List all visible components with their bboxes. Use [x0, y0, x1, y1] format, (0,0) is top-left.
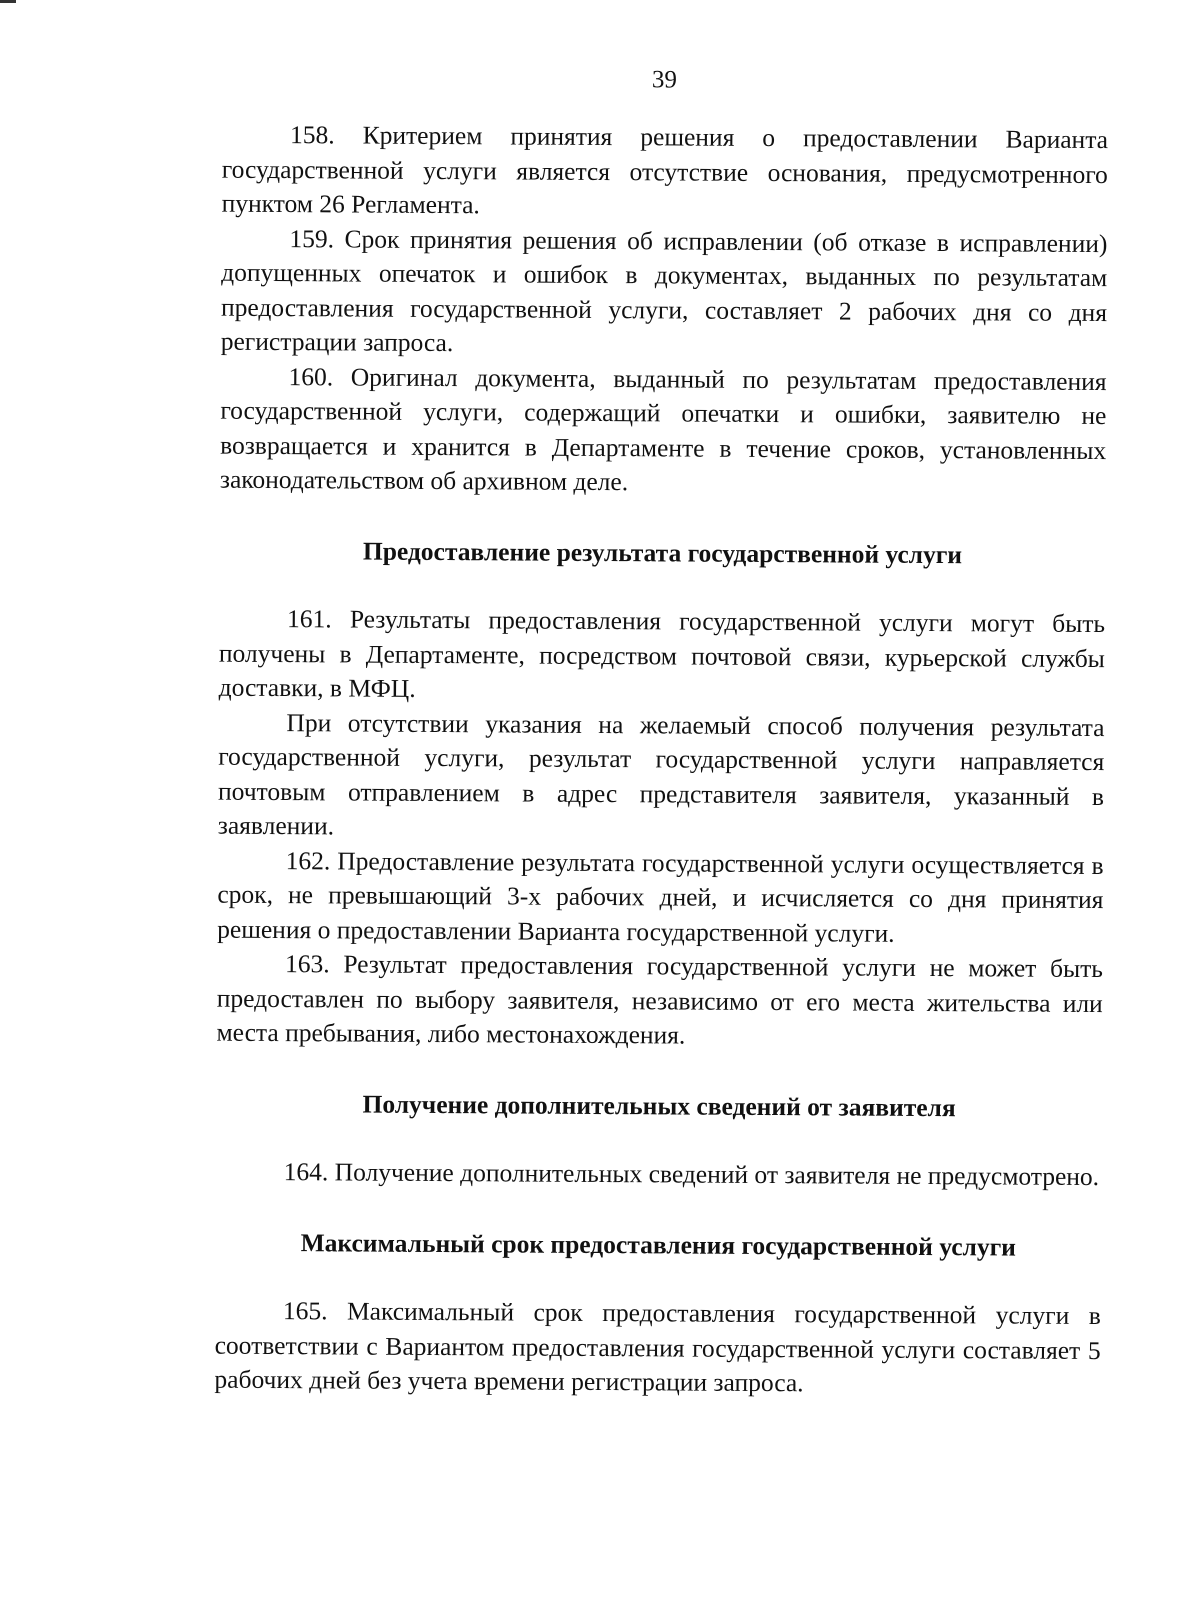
paragraph-160: 160. Оригинал документа, выданный по результатам предоставления государственной услуги, содержащий опечатки и ошибки, заявителю не возвращается и хранится в Департаменте в течение сроков, установленных законодательством об архивном деле. [219, 361, 1107, 497]
paragraph-163: 163. Результат предоставления государственной услуги не может быть предоставлен по выбору заявителя, независимо от его места жительства или места пребывания, либо местонахождения. [216, 949, 1104, 1050]
document-body [214, 118, 1108, 1403]
page-number: 39 [651, 66, 677, 94]
paragraph-161: 161. Результаты предоставления государственной услуги могут быть получены в Департаменте, посредством почтовой связи, курьерской службы доставки, в МФЦ. [218, 604, 1106, 703]
section-heading-additional-info: Получение дополнительных сведений от заявителя [362, 1089, 956, 1122]
section-heading-result-delivery: Предоставление результата государственной услуги [362, 536, 963, 569]
paragraph-164: 164. Получение дополнительных сведений от заявителя не предусмотрено. [283, 1157, 1100, 1192]
paragraph-165: 165. Максимальный срок предоставления государственной услуги в соответствии с Вариантом предоставления государственной услуги составляет 5 рабочих дней без учета времени регистрации запроса. [214, 1296, 1101, 1398]
paragraph-159: 159. Срок принятия решения об исправлении (об отказе в исправлении) допущенных опечаток и ошибок в документах, выданных по результатам предоставления государственной услуги, составляет 2 рабочих дня со дня регистрации запроса. [220, 223, 1108, 358]
paragraph-161-note: При отсутствии указания на желаемый способ получения результата государственной услуги, результат государственной услуги направляется почтовым отправлением в адрес представителя заявителя, указанный в заявлении. [217, 707, 1105, 841]
paragraph-158: 158. Критерием принятия решения о предоставлении Варианта государственной услуги является отсутствие основания, предусмотренного пунктом 26 Регламента. [221, 120, 1109, 220]
paragraph-162: 162. Предоставление результата государственной услуги осуществляется в срок, не превышающий 3-х рабочих дней, и исчисляется со дня принятия решения о предоставлении Варианта государственной услуги. [217, 845, 1104, 948]
section-heading-max-term: Максимальный срок предоставления государственной услуги [300, 1227, 1016, 1262]
